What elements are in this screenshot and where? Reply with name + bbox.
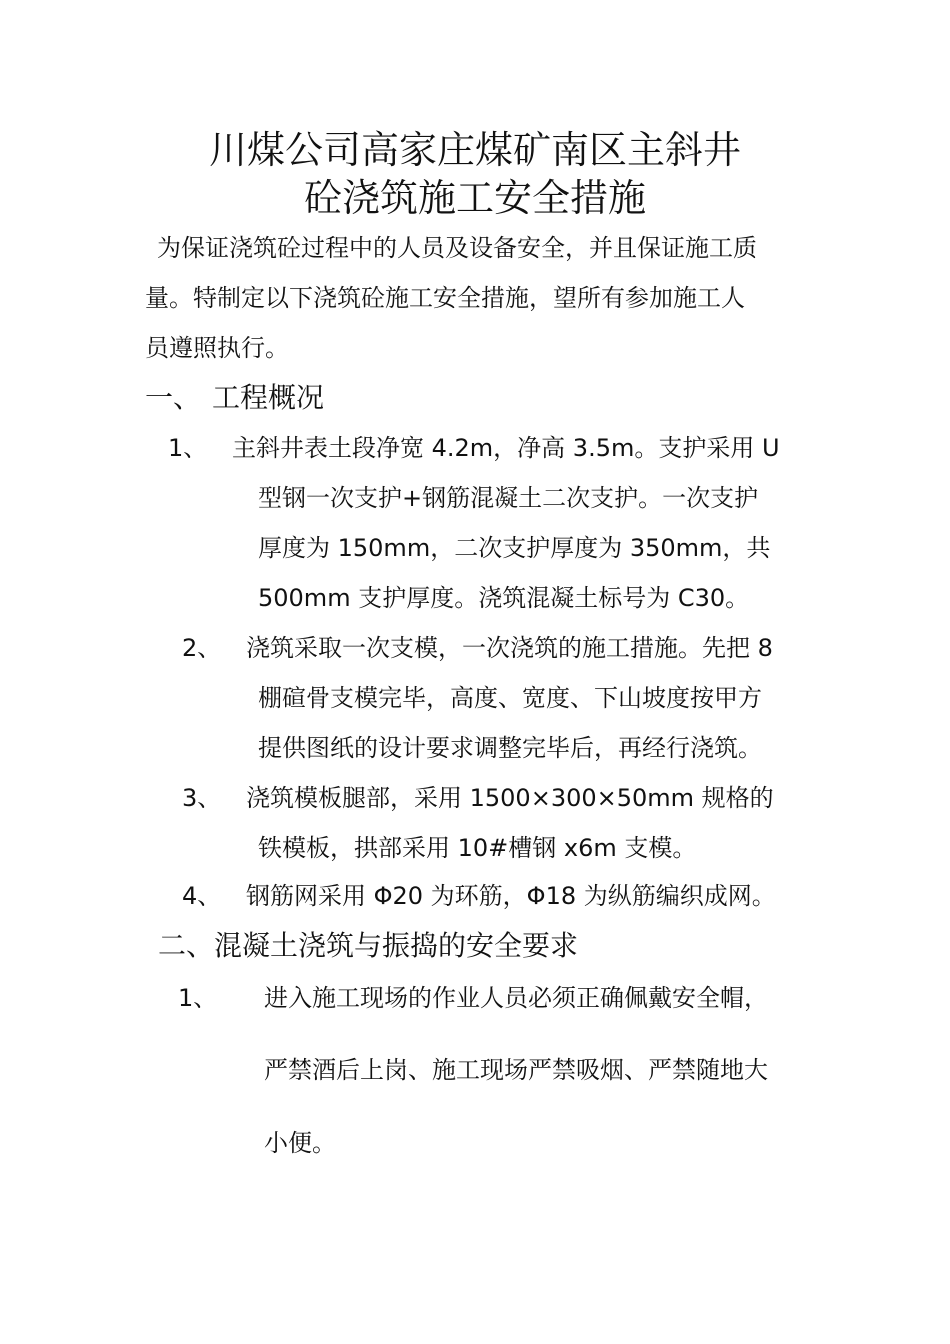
intro-line-3: 员遵照执行。 [145, 334, 289, 362]
s1-item3-line1: 浇筑模板腿部，采用 1500×300×50mm 规格的 [246, 784, 774, 812]
s1-item1-line2: 型钢一次支护+钢筋混凝土二次支护。一次支护 [258, 484, 759, 512]
s2-item1-line2: 严禁酒后上岗、施工现场严禁吸烟、严禁随地大 [264, 1056, 768, 1084]
intro-line-1: 为保证浇筑砼过程中的人员及设备安全，并且保证施工质 [157, 234, 757, 262]
s1-item4-line1: 钢筋网采用 Φ20 为环筋，Φ18 为纵筋编织成网。 [246, 882, 776, 910]
s1-item1-line1: 主斜井表土段净宽 4.2m，净高 3.5m。支护采用 U [232, 434, 780, 462]
section1-title: 工程概况 [212, 381, 325, 414]
document-title-line1: 川煤公司高家庄煤矿南区主斜井 [208, 128, 741, 172]
s1-item2-line2: 棚碹骨支模完毕，高度、宽度、下山坡度按甲方 [258, 684, 762, 712]
s1-item2-number: 2、 [182, 634, 222, 662]
s1-item2-line1: 浇筑采取一次支模，一次浇筑的施工措施。先把 8 [246, 634, 773, 662]
s1-item1-line4: 500mm 支护厚度。浇筑混凝土标号为 C30。 [258, 584, 750, 612]
section1-number: 一、 [145, 381, 202, 414]
s1-item3-line2: 铁模板，拱部采用 10#槽钢 x6m 支模。 [258, 834, 697, 862]
section2-title: 二、混凝土浇筑与振捣的安全要求 [158, 929, 579, 962]
s1-item1-number: 1、 [168, 434, 208, 462]
s1-item3-number: 3、 [182, 784, 222, 812]
intro-line-2: 量。特制定以下浇筑砼施工安全措施，望所有参加施工人 [145, 284, 745, 312]
s2-item1-line1: 进入施工现场的作业人员必须正确佩戴安全帽， [264, 984, 768, 1012]
s1-item4-number: 4、 [182, 882, 222, 910]
s1-item1-line3: 厚度为 150mm，二次支护厚度为 350mm，共 [258, 534, 771, 562]
s2-item1-line3: 小便。 [264, 1129, 336, 1157]
s2-item1-number: 1、 [178, 984, 218, 1012]
s1-item2-line3: 提供图纸的设计要求调整完毕后，再经行浇筑。 [258, 734, 762, 762]
document-title-line2: 砼浇筑施工安全措施 [303, 176, 646, 220]
